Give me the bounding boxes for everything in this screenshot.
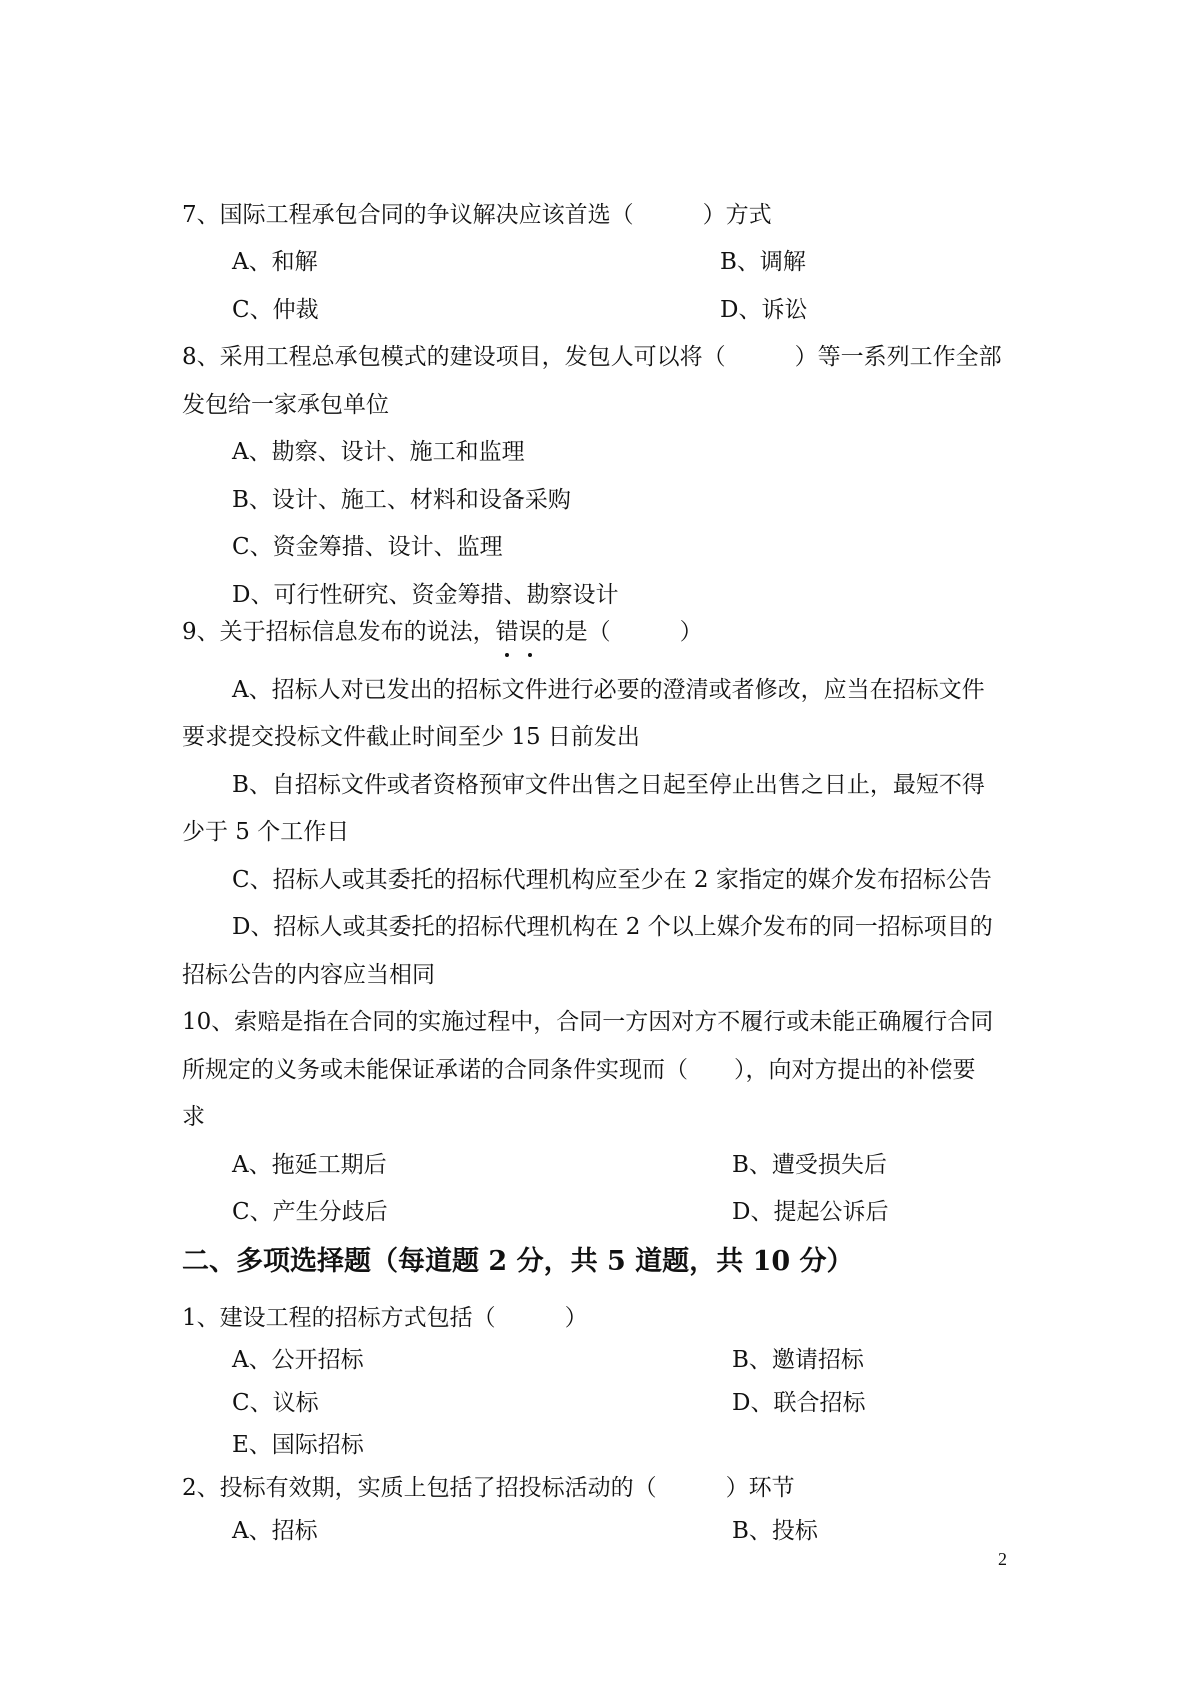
question-9-stem (182, 617, 703, 647)
question-8-stem-line-2: 发包给一家承包单位 (182, 392, 389, 418)
question-7-stem: 7、国际工程承包合同的争议解决应该首选（ ）方式 (182, 202, 772, 228)
multi-question-1-option-b: B、邀请招标 (732, 1347, 864, 1373)
multi-question-1-option-c: C、议标 (232, 1390, 319, 1416)
question-7-option-d: D、诉讼 (720, 297, 808, 323)
question-9-option-d-line-2: 招标公告的内容应当相同 (182, 962, 435, 988)
multi-question-1-option-d: D、联合招标 (732, 1390, 866, 1416)
question-7-option-a: A、和解 (232, 249, 318, 275)
question-9-emphasis-char-2: 误 (518, 619, 542, 645)
question-8-stem-line-1: 8、采用工程总承包模式的建设项目，发包人可以将（ ）等一系列工作全部 (182, 344, 1002, 370)
multi-question-1-option-a: A、公开招标 (232, 1347, 364, 1373)
question-10-option-a: A、拖延工期后 (232, 1152, 387, 1178)
question-10-stem-line-2: 所规定的义务或未能保证承诺的合同条件实现而（ ），向对方提出的补偿要 (182, 1057, 976, 1083)
question-10-option-c: C、产生分歧后 (232, 1199, 388, 1225)
question-9-option-b-line-1: B、自招标文件或者资格预审文件出售之日起至停止出售之日止，最短不得 (232, 772, 985, 798)
multi-question-2-option-a: A、招标 (232, 1518, 318, 1544)
multi-question-2-stem: 2、投标有效期，实质上包括了招投标活动的（ ）环节 (182, 1475, 795, 1501)
question-9-option-c: C、招标人或其委托的招标代理机构应至少在 2 家指定的媒介发布招标公告 (232, 867, 992, 893)
question-8-option-d: D、可行性研究、资金筹措、勘察设计 (232, 582, 619, 608)
question-10-option-b: B、遭受损失后 (732, 1152, 887, 1178)
question-9-option-b-line-2: 少于 5 个工作日 (182, 819, 350, 845)
question-8-option-b: B、设计、施工、材料和设备采购 (232, 487, 571, 513)
multi-question-1-option-e: E、国际招标 (232, 1432, 364, 1458)
question-9-stem-after: 的是（ ） (541, 619, 703, 645)
question-10-option-d: D、提起公诉后 (732, 1199, 889, 1225)
question-9-option-a-line-2: 要求提交投标文件截止时间至少 15 日前发出 (182, 724, 640, 750)
section-2-heading: 二、多项选择题（每道题 2 分，共 5 道题，共 10 分） (182, 1246, 854, 1277)
question-10-stem-line-3: 求 (182, 1104, 205, 1130)
question-9-stem-before: 9、关于招标信息发布的说法， (182, 619, 496, 645)
question-9-emphasis-char-1: 错 (495, 619, 519, 645)
question-8-option-c: C、资金筹措、设计、监理 (232, 534, 503, 560)
question-9-option-d-line-1: D、招标人或其委托的招标代理机构在 2 个以上媒介发布的同一招标项目的 (232, 914, 993, 940)
page-number: 2 (998, 1549, 1007, 1569)
multi-question-2-option-b: B、投标 (732, 1518, 818, 1544)
question-10-stem-line-1: 10、索赔是指在合同的实施过程中，合同一方因对方不履行或未能正确履行合同 (182, 1009, 994, 1035)
question-7-option-b: B、调解 (720, 249, 806, 275)
question-9-option-a-line-1: A、招标人对已发出的招标文件进行必要的澄清或者修改，应当在招标文件 (232, 677, 985, 703)
question-8-option-a: A、勘察、设计、施工和监理 (232, 439, 525, 465)
question-7-option-c: C、仲裁 (232, 297, 319, 323)
multi-question-1-stem: 1、建设工程的招标方式包括（ ） (182, 1305, 588, 1331)
